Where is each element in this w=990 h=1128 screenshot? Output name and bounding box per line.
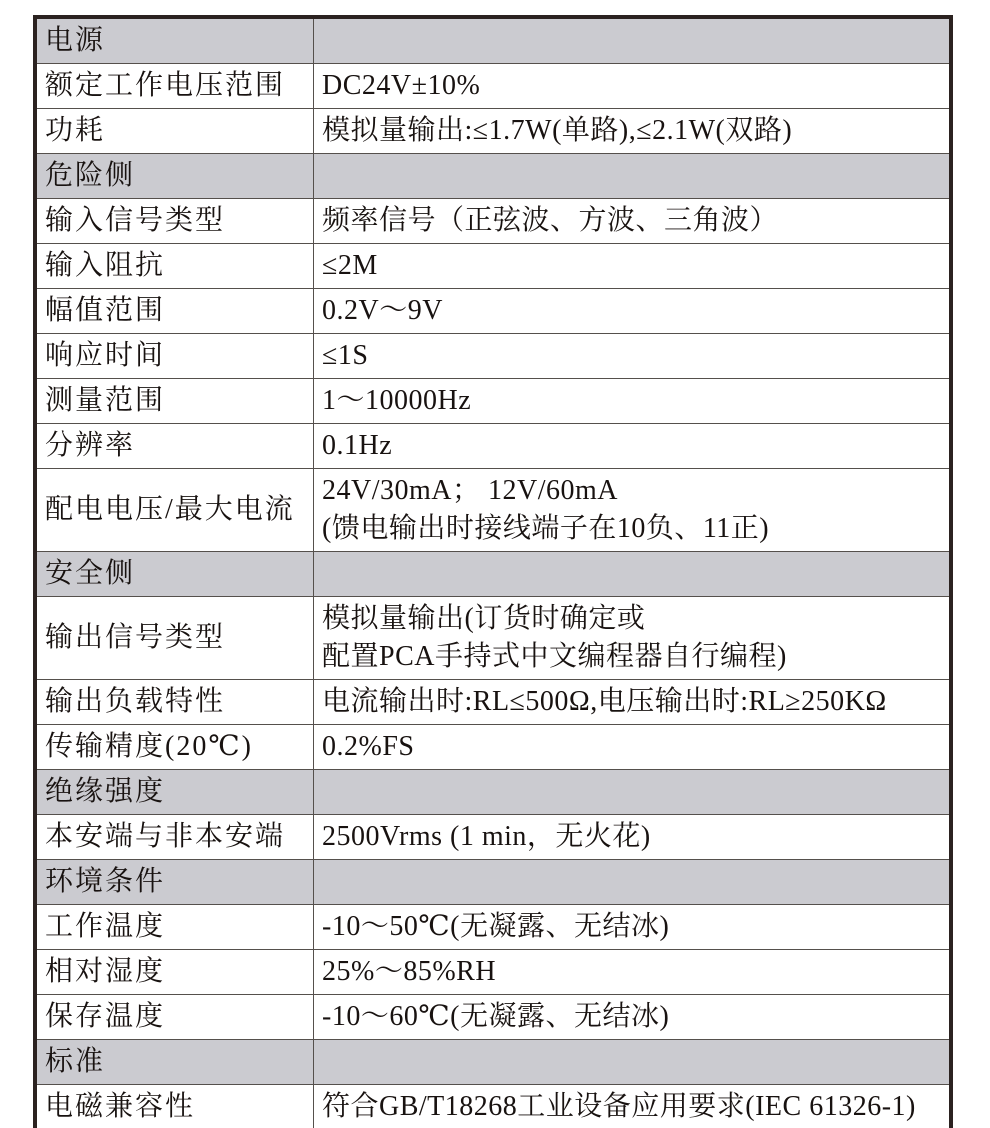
spec-value <box>314 379 952 424</box>
spec-value <box>314 469 952 552</box>
spec-row <box>35 64 951 109</box>
spec-value <box>314 199 952 244</box>
section-row <box>35 552 951 597</box>
spec-value <box>314 1085 952 1128</box>
spec-value <box>314 725 952 770</box>
spec-row <box>35 289 951 334</box>
spec-value-line: 配置PCA手持式中文编程器自行编程) <box>322 641 787 672</box>
spec-value <box>314 334 952 379</box>
spec-value-line: 2500Vrms (1 min，无火花) <box>322 821 651 852</box>
spec-row <box>35 950 951 995</box>
section-row <box>35 860 951 905</box>
spec-label: 电磁兼容性 <box>35 1085 314 1128</box>
section-row <box>35 770 951 815</box>
spec-value-line: 24V/30mA； 12V/60mA <box>322 475 619 506</box>
section-row <box>35 1040 951 1085</box>
spec-value <box>314 815 952 860</box>
spec-value <box>314 950 952 995</box>
spec-row <box>35 424 951 469</box>
spec-label: 额定工作电压范围 <box>35 64 314 109</box>
section-label: 危险侧 <box>35 154 314 199</box>
spec-table <box>33 15 953 1128</box>
spec-label: 响应时间 <box>35 334 314 379</box>
spec-label: 配电电压/最大电流 <box>35 469 314 552</box>
section-row <box>35 17 951 64</box>
spec-row <box>35 597 951 680</box>
spec-row <box>35 109 951 154</box>
section-spacer-cell <box>314 1040 952 1085</box>
spec-label: 传输精度(20℃) <box>35 725 314 770</box>
spec-label: 工作温度 <box>35 905 314 950</box>
section-spacer-cell <box>314 860 952 905</box>
spec-value <box>314 905 952 950</box>
spec-value-line: 模拟量输出:≤1.7W(单路),≤2.1W(双路) <box>322 115 793 146</box>
spec-value-line: 25%～85%RH <box>322 956 497 987</box>
spec-label: 本安端与非本安端 <box>35 815 314 860</box>
spec-label: 输出负载特性 <box>35 680 314 725</box>
spec-value <box>314 597 952 680</box>
spec-value <box>314 995 952 1040</box>
spec-value <box>314 109 952 154</box>
spec-value-line: ≤1S <box>322 340 369 371</box>
spec-value <box>314 244 952 289</box>
spec-label: 保存温度 <box>35 995 314 1040</box>
spec-row <box>35 905 951 950</box>
spec-value-line: -10～60℃(无凝露、无结冰) <box>322 1001 670 1032</box>
spec-value <box>314 424 952 469</box>
spec-row <box>35 995 951 1040</box>
spec-row <box>35 815 951 860</box>
spec-label: 输入信号类型 <box>35 199 314 244</box>
spec-row <box>35 334 951 379</box>
spec-row <box>35 379 951 424</box>
spec-label: 分辨率 <box>35 424 314 469</box>
section-spacer-cell <box>314 154 952 199</box>
spec-value-line: 符合GB/T18268工业设备应用要求(IEC 61326-1) <box>322 1091 916 1122</box>
section-spacer-cell <box>314 17 952 64</box>
spec-label: 测量范围 <box>35 379 314 424</box>
spec-value <box>314 64 952 109</box>
section-label: 安全侧 <box>35 552 314 597</box>
spec-value-line: 频率信号（正弦波、方波、三角波） <box>322 205 779 236</box>
spec-label: 相对湿度 <box>35 950 314 995</box>
spec-value-line: DC24V±10% <box>322 70 481 101</box>
spec-value-line: 0.2%FS <box>322 731 415 762</box>
spec-value-line: 0.1Hz <box>322 430 393 461</box>
spec-label: 幅值范围 <box>35 289 314 334</box>
section-label: 标准 <box>35 1040 314 1085</box>
spec-row <box>35 199 951 244</box>
spec-value-line: 模拟量输出(订货时确定或 <box>322 603 646 634</box>
spec-value-line: 电流输出时:RL≤500Ω,电压输出时:RL≥250KΩ <box>322 686 887 717</box>
spec-row <box>35 725 951 770</box>
spec-value-line: 0.2V～9V <box>322 295 443 326</box>
spec-value <box>314 289 952 334</box>
section-row <box>35 154 951 199</box>
section-label: 绝缘强度 <box>35 770 314 815</box>
spec-row <box>35 469 951 552</box>
section-label: 环境条件 <box>35 860 314 905</box>
spec-value-line: ≤2M <box>322 250 378 281</box>
spec-value-line: 1～10000Hz <box>322 385 472 416</box>
section-spacer-cell <box>314 770 952 815</box>
spec-value <box>314 680 952 725</box>
spec-row <box>35 1085 951 1128</box>
spec-value-line: (馈电输出时接线端子在10负、11正) <box>322 513 770 544</box>
spec-label: 输出信号类型 <box>35 597 314 680</box>
spec-row <box>35 244 951 289</box>
spec-label: 输入阻抗 <box>35 244 314 289</box>
spec-value-line: -10～50℃(无凝露、无结冰) <box>322 911 670 942</box>
section-spacer-cell <box>314 552 952 597</box>
spec-row <box>35 680 951 725</box>
spec-label: 功耗 <box>35 109 314 154</box>
section-label: 电源 <box>35 17 314 64</box>
spec-table-body <box>35 17 951 1128</box>
